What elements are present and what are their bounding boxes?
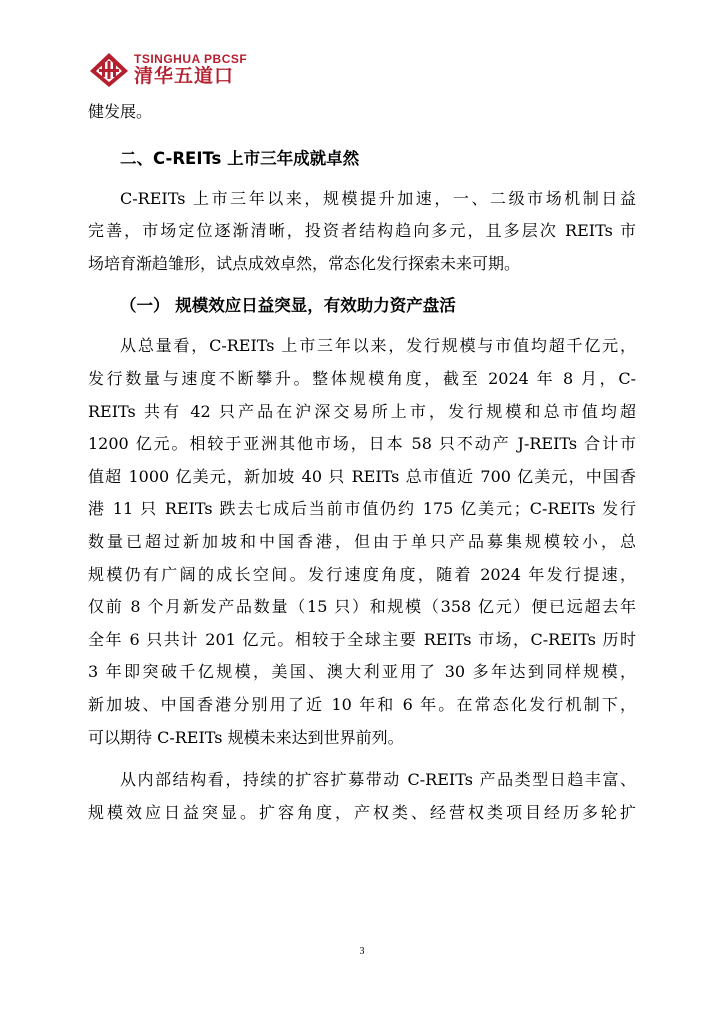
continuation-text: 健发展。 [88, 102, 153, 121]
subsection-heading: （一） 规模效应日益突显，有效助力资产盘活 [120, 296, 456, 316]
logo-wordmark [134, 52, 247, 88]
paragraph-line: 场培育渐趋雏形，试点成效卓然，常态化发行探索未来可期。 [88, 253, 521, 273]
paragraph-line: 规模效应日益突显。扩容角度，产权类、经营权类项目经历多轮扩 [88, 802, 636, 822]
header-logo [88, 50, 247, 90]
tsinghua-logo-icon [88, 51, 130, 89]
paragraph-line: 可以期待 C-REITs 规模未来达到世界前列。 [88, 727, 404, 747]
paragraph-line: 港 11 只 REITs 跌去七成后当前市值仍约 175 亿美元；C-REITs 发行 [88, 499, 636, 519]
paragraph-line: 仅前 8 个月新发产品数量（15 只）和规模（358 亿元）便已远超去年 [88, 597, 636, 617]
section-intro-paragraph [88, 183, 636, 281]
paragraph-line: 完善，市场定位逐渐清晰，投资者结构趋向多元，且多层次 REITs 市 [88, 221, 636, 241]
page-number: 3 [359, 946, 365, 957]
document-body [88, 96, 636, 829]
section-heading: 二、C-REITs 上市三年成就卓然 [120, 148, 360, 168]
paragraph-line: 规模仍有广阔的成长空间。发行速度角度，随着 2024 年发行提速， [88, 564, 636, 584]
logo-english-name: TSINGHUA PBCSF [134, 52, 248, 66]
paragraph-line: 从内部结构看，持续的扩容扩募带动 C-REITs 产品类型日趋丰富、 [120, 770, 636, 790]
paragraph-line: 从总量看，C-REITs 上市三年以来，发行规模与市值均超千亿元， [120, 336, 636, 356]
paragraph-line: 值超 1000 亿美元，新加坡 40 只 REITs 总市值近 700 亿美元，中国香 [88, 466, 636, 486]
paragraph-line: C-REITs 上市三年以来，规模提升加速，一、二级市场机制日益 [120, 188, 636, 208]
paragraph-line: REITs 共有 42 只产品在沪深交易所上市，发行规模和总市值均超 [88, 401, 636, 421]
paragraph-line: 全年 6 只共计 201 亿元。相较于全球主要 REITs 市场，C-REITs 历时 [88, 629, 636, 649]
scale-paragraph [88, 330, 636, 754]
paragraph-line: 1200 亿元。相较于亚洲其他市场，日本 58 只不动产 J-REITs 合计市 [88, 434, 636, 454]
paragraph-line: 3 年即突破千亿规模，美国、澳大利亚用了 30 多年达到同样规模， [88, 662, 636, 682]
logo-chinese-name: 清华五道口 [134, 66, 235, 87]
paragraph-line: 新加坡、中国香港分别用了近 10 年和 6 年。在常态化发行机制下， [88, 694, 636, 714]
paragraph-line: 发行数量与速度不断攀升。整体规模角度，截至 2024 年 8 月，C- [88, 368, 636, 388]
structure-paragraph [88, 764, 636, 829]
paragraph-line: 数量已超过新加坡和中国香港，但由于单只产品募集规模较小，总 [88, 531, 636, 551]
paragraph-spacer [88, 754, 636, 764]
